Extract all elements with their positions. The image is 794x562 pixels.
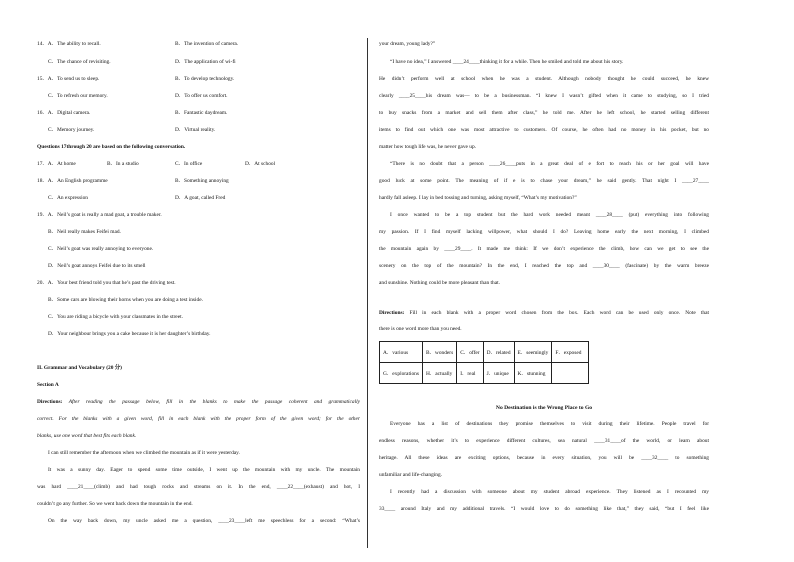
q18-option-c: C．An expression [48, 195, 88, 201]
story-line-1: I can still remember the afternoon when we climbed the mountain as if it were yesterday. [48, 450, 240, 456]
q18-option-a: 18．A．An English programme [37, 178, 108, 184]
passage-line-5: I recently had a discussion with someone about my student abroad experience. They listened as I recounted my [390, 489, 709, 495]
word-box-cell: H．actually [422, 363, 456, 384]
story-line-19: scenery on the top of the mountain? In the end, I reached the top and ____30____ (fascinate) by the warm breeze [379, 263, 709, 269]
passage-title: No Destination is the Wrong Place to Go [495, 405, 593, 411]
story-line-2: It was a sunny day. Eager to spend some time outside, I went up the mountain with my uncle. The mountain [48, 467, 360, 473]
passage-line-1: Everyone has a list of destinations they promise themselves to visit during their lifetime. People travel for [390, 421, 709, 427]
q17-option-a: 17．A．At home [37, 161, 76, 167]
q20-option-b: B．Some cars are blowing their horns when you are doing a test inside. [48, 297, 203, 303]
q14-option-a: 14．A．The ability to recall. [37, 41, 101, 47]
q16-option-d: D．Virtual reality. [175, 127, 216, 133]
word-box-cell: K．stunning [514, 363, 552, 384]
story-line-16: I once wanted to be a top student but the hard work needed meant ____28____ (put) everything into following [390, 212, 709, 218]
q14-option-d: D．The application of wi-fi [175, 59, 236, 65]
word-box-directions-line2: there is one word more than you need. [379, 326, 462, 332]
passage-line-2: endless reasons, whether it’s to experience different cultures, sea natural ____31____of the world, or learn about [379, 438, 709, 444]
story-line-12: matter how tough life was, he never gave up. [379, 144, 476, 150]
directions-text-1: After reading the passage below, fill in the blanks to make the passage coherent and grammatically [62, 399, 360, 405]
story-line-15: hardly fall asleep. I lay in bed tossing and turning, asking myself, “What’s my motivation?” [379, 195, 577, 201]
q16-option-b: B．Fantastic daydream. [175, 110, 228, 116]
q15-option-a: 15．A．To send us to sleep. [37, 76, 100, 82]
word-box-cell: D．related [483, 342, 514, 363]
directions-line2: correct. For the blanks with a given word, fill in each blank with the proper form of the given word; for the other [37, 416, 360, 422]
word-box-cell [552, 363, 589, 384]
q20-option-d: D．Your neighbour brings you a cake because it is her daughter’s birthday. [48, 331, 211, 337]
q17-option-c: C．In office [175, 161, 203, 167]
word-box-cell: J．unique [483, 363, 514, 384]
word-box-row-2 [380, 363, 589, 384]
word-box-cell: G．explorations [380, 363, 423, 384]
q20-option-a: 20．A．Your best friend told you that he’s past the driving test. [37, 280, 176, 286]
q16-option-a: 16．A．Digital camera. [37, 110, 91, 116]
q19-option-c: C．Neil’s goat was really annoying to everyone. [48, 246, 154, 252]
q18-option-b: B．Something annoying [175, 178, 229, 184]
story-line-3: was hard ____21____(climb) and had tough rocks and streams on it. In the end, ____22____(exhaust) and hot, I [37, 484, 360, 490]
story-line-13: “There is no doubt that a person ____26____puts in a great deal of e fort to reach his or her goal will have [390, 161, 709, 167]
story-line-10: to buy snacks from a market and sell them after class,” he told me. After he left school, he started selling different [379, 110, 709, 116]
story-line-5: On the way back down, my uncle asked me a question, ____23____left me speechless for a second: “What’s [48, 518, 360, 524]
word-box-directions-label: Directions: [379, 310, 405, 316]
story-line-18: the mountain again by ____29____. It made me think: If we don’t experience the climb, how can we get to see the [379, 246, 709, 252]
word-box-cell: A．various [380, 342, 423, 363]
story-line-4: couldn’t go any further. So we went back down the mountain in the end. [37, 501, 193, 507]
word-box-directions-line1 [379, 311, 709, 316]
story-line-8: He didn’t perform well at school when he was a student. Although nobody thought he could succeed, he knew [379, 76, 709, 82]
story-line-20: and sunshine. Nothing could be more pleasant than that. [379, 280, 500, 286]
word-box-cell: F．exposed [552, 342, 589, 363]
story-line-11: items to find out which one was most attractive to customers. Of course, he often had no money in his pocket, but no [379, 127, 709, 133]
word-box-cell: E．seemingly [514, 342, 552, 363]
word-box-row-1 [380, 342, 589, 363]
word-box-cell: C．offer [457, 342, 483, 363]
passage-line-4: unfamiliar and life-changing. [379, 472, 443, 478]
questions-17-20-header: Questions 17through 20 are based on the following conversation. [37, 144, 186, 150]
word-box [379, 341, 589, 384]
q17-option-b: B．In a studio [107, 161, 139, 167]
story-line-7: “I have no idea,” I answered ____24____thinking it for a while. Then he smiled and told me about his story. [390, 59, 624, 65]
passage-line-6: 33____ around Italy and my additional travels. “I would love to do something like that,” they said, “but I feel like [379, 506, 709, 512]
section-heading: II. Grammar and Vocabulary (20 分) [37, 365, 122, 371]
q15-option-c: C．To refresh our memory. [48, 93, 108, 99]
word-box-directions-text: Fill in each blank with a proper word chosen from the box. Each word can be used only once. Note that [404, 310, 709, 316]
q16-option-c: C．Memory journey. [48, 127, 95, 133]
q20-option-c: C．You are riding a bicycle with your classmates in the street. [48, 314, 183, 320]
directions-label: Directions: [37, 399, 63, 405]
q15-option-d: D．To offer us comfort. [175, 93, 228, 99]
q19-option-a: 19．A．Neil’s goat is really a mad goat, a trouble maker. [37, 212, 162, 218]
column-divider [367, 38, 368, 548]
story-line-14: good luck at some point. The meaning of if e is to chase your dream,” he said gently. That night I ____27____ [379, 178, 709, 184]
q14-option-c: C．The chance of revisiting. [48, 59, 111, 65]
word-box-cell: B．wonders [422, 342, 456, 363]
section-a-label: Section A [37, 382, 59, 388]
story-line-9: clearly ____25____his dream was— to be a businessman. “I knew I wasn’t gifted when it came to studying, so I tried [379, 93, 709, 99]
q14-option-b: B．The invention of camera. [175, 41, 239, 47]
story-line-17: my passion. If I find myself lacking willpower, what should I do? Leaving home early the next morning, I climbed [379, 229, 709, 235]
q15-option-b: B．To develop technology. [175, 76, 235, 82]
passage-line-3: heritage. All these ideas are exciting options, because in every situation, you will be ____32____ to something [379, 455, 709, 461]
directions-line1 [37, 400, 360, 405]
q17-option-d: D．At school [245, 161, 276, 167]
q19-option-b: B．Neil really makes Feifei mad. [48, 229, 121, 235]
word-box-cell: I．real [457, 363, 483, 384]
story-line-6: your dream, young lady?” [379, 41, 436, 47]
q18-option-d: D．A goat, called Fred [175, 195, 226, 201]
q19-option-d: D．Neil’s goat annoys Feifei due to its smell [48, 263, 146, 269]
directions-line3: blanks, use one word that best fits each blank. [37, 433, 137, 439]
